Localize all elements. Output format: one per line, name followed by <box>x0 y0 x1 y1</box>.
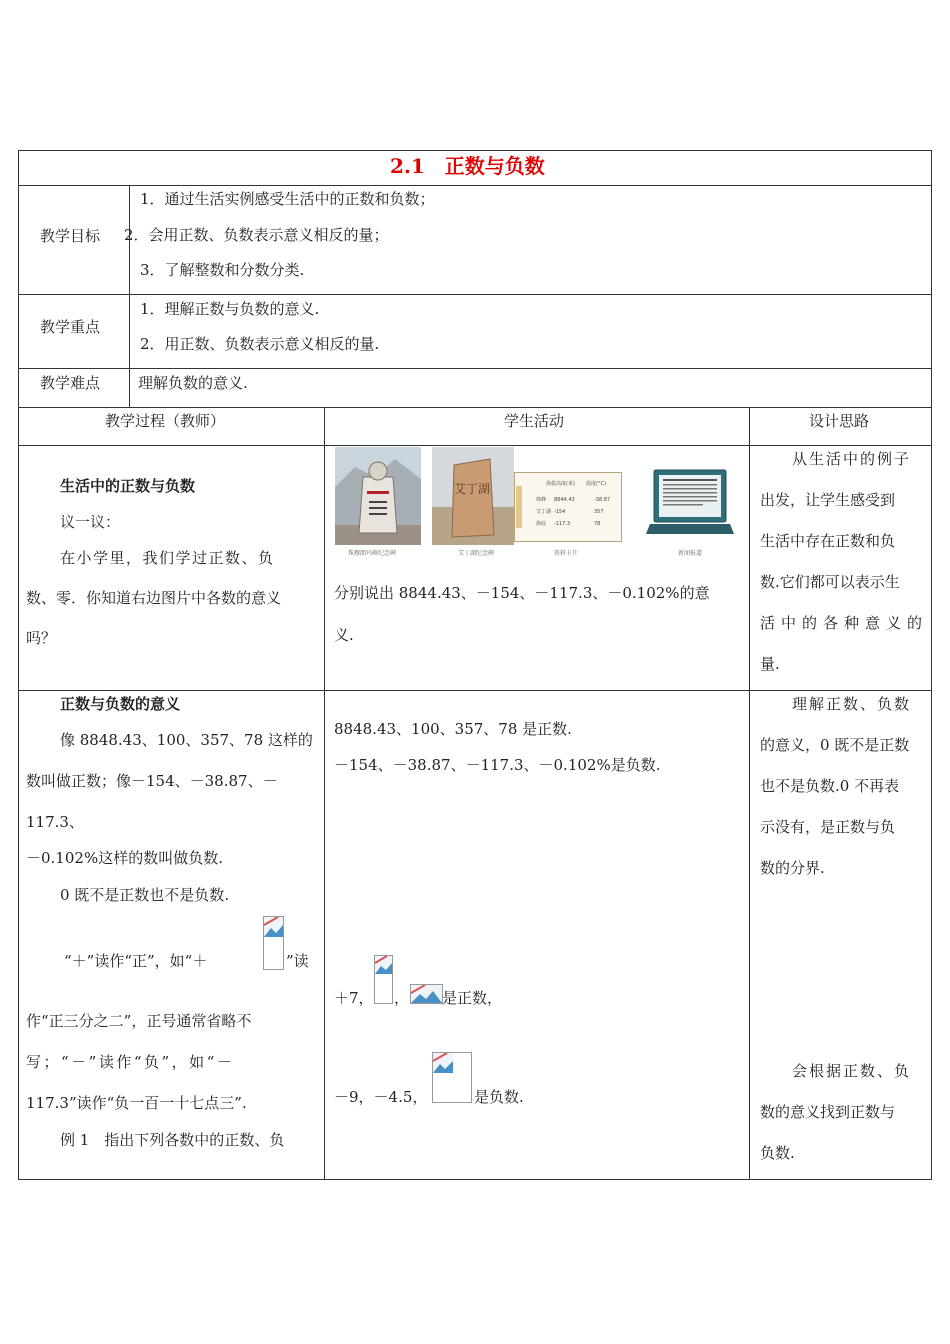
section-heading: 正数与负数的意义 <box>60 695 181 713</box>
monument-text: 艾丁湖 <box>453 482 491 496</box>
table-border-bottom <box>18 1179 932 1180</box>
page-title: 2.1 正数与负数 <box>390 154 545 178</box>
student-text: 8848.43、100、357、78 是正数. <box>334 720 572 738</box>
design-text: 数的意义找到正数与 <box>760 1103 896 1121</box>
key-points-label: 教学重点 <box>40 318 101 336</box>
col-divider <box>749 407 750 1180</box>
col-divider <box>129 185 130 408</box>
col-divider <box>324 407 325 1180</box>
image-placeholder-icon <box>375 956 392 974</box>
fraction-image <box>432 1052 472 1103</box>
reading-text: 作“正三分之二”，正号通常省略不 <box>26 1012 252 1030</box>
objective-item: 2．会用正数、负数表示意义相反的量； <box>124 226 389 244</box>
row-divider <box>18 185 932 186</box>
teacher-text: 吗？ <box>26 629 57 647</box>
card-cell: 357 <box>594 509 604 515</box>
fraction-image <box>410 984 443 1004</box>
card-header: 海拔高度(米) <box>546 481 575 487</box>
objective-item: 1．通过生活实例感受生活中的正数和负数； <box>140 190 435 208</box>
teacher-text: 像 8848.43、100、357、78 这样的 <box>60 731 313 749</box>
lesson-plan-table <box>18 150 932 1180</box>
column-header-design: 设计思路 <box>809 412 870 430</box>
design-text: 出发，让学生感受到 <box>760 491 896 509</box>
student-text: 义. <box>334 626 354 644</box>
data-card <box>514 472 622 542</box>
fraction-image <box>263 916 284 970</box>
design-text: 理解正数、负数 <box>792 695 912 713</box>
table-border-right <box>931 150 932 1180</box>
negative-example-prefix: －9，－4.5， <box>334 1088 428 1106</box>
reading-text: 例 1 指出下列各数中的正数、负 <box>60 1131 285 1149</box>
image-caption: 艾丁湖纪念碑 <box>458 550 495 557</box>
image-caption: 资料卡片 <box>554 550 579 557</box>
design-text: 量. <box>760 655 780 673</box>
key-point-item: 1．理解正数与负数的意义. <box>140 300 320 318</box>
card-header: 温度(°C) <box>586 481 606 487</box>
design-text: 也不是负数.0 不再表 <box>760 777 900 795</box>
design-text: 会根据正数、负 <box>792 1062 912 1080</box>
teacher-text: 数、零．你知道右边图片中各数的意义 <box>26 589 282 607</box>
design-text: 的意义，0 既不是正数 <box>760 736 910 754</box>
row-divider <box>18 445 932 446</box>
design-text: 负数. <box>760 1144 795 1162</box>
row-divider <box>18 368 932 369</box>
positive-example-suffix: 是正数， <box>442 989 503 1007</box>
student-text: －154、－38.87、－117.3、－0.102%是负数. <box>334 756 661 774</box>
row-divider <box>18 294 932 295</box>
section-heading: 生活中的正数与负数 <box>60 477 196 495</box>
design-text: 示没有，是正数与负 <box>760 818 896 836</box>
teacher-text: 0 既不是正数也不是负数. <box>60 886 230 904</box>
fraction-image <box>374 955 393 1004</box>
discuss-label: 议一议： <box>60 513 121 531</box>
objective-item: 3．了解整数和分数分类. <box>140 261 305 279</box>
card-cell: 78 <box>594 521 601 527</box>
objectives-label: 教学目标 <box>40 227 101 245</box>
table-border-left <box>18 150 19 1180</box>
design-text: 活中的各种意义的 <box>760 614 929 632</box>
card-cell: -38.87 <box>594 497 611 503</box>
row-divider <box>18 407 932 408</box>
reading-text: “＋”读作“正”，如“＋ <box>64 952 208 970</box>
news-laptop-image <box>646 468 734 544</box>
card-cell: 艾丁湖 <box>536 509 552 515</box>
image-caption: 新闻报道 <box>678 550 703 557</box>
reading-text: 写；“－”读作“负”，如“－ <box>26 1053 235 1071</box>
image-placeholder-icon <box>433 1053 453 1073</box>
card-cell: -154 <box>554 509 566 515</box>
card-cell: 8844.43 <box>554 497 575 503</box>
difficulty-text: 理解负数的意义. <box>138 374 248 392</box>
reading-text: 117.3”读作“负一百一十七点三”. <box>26 1094 247 1112</box>
positive-example-prefix: ＋7， <box>334 989 374 1007</box>
student-text: 分别说出 8844.43、－154、－117.3、－0.102%的意 <box>334 584 710 602</box>
image-caption: 珠穆朗玛峰纪念碑 <box>348 550 397 557</box>
card-cell: 海底 <box>536 521 547 527</box>
column-header-student: 学生活动 <box>504 412 565 430</box>
teacher-text: －0.102%这样的数叫做负数. <box>26 849 223 867</box>
teacher-text: 在小学里，我们学过正数、负 <box>60 549 275 567</box>
design-text: 数的分界. <box>760 859 825 877</box>
positive-example-sep: ， <box>394 989 410 1007</box>
difficulty-label: 教学难点 <box>40 374 101 392</box>
teacher-text: 数叫做正数；像－154、－38.87、－ <box>26 772 278 790</box>
key-point-item: 2．用正数、负数表示意义相反的量. <box>140 335 380 353</box>
card-cell: 珠峰 <box>536 497 547 503</box>
design-text: 从生活中的例子 <box>792 450 912 468</box>
teacher-text: 117.3、 <box>26 813 84 831</box>
row-divider <box>18 690 932 691</box>
image-placeholder-icon <box>411 985 442 1003</box>
image-placeholder-icon <box>264 917 283 937</box>
design-text: 数.它们都可以表示生 <box>760 573 900 591</box>
reading-text: ”读 <box>286 952 309 970</box>
aiding-lake-monument-photo <box>432 447 514 545</box>
everest-monument-photo <box>335 447 421 545</box>
design-text: 生活中存在正数和负 <box>760 532 896 550</box>
table-border-top <box>18 150 932 151</box>
column-header-teacher: 教学过程（教师） <box>105 412 226 430</box>
card-cell: -117.3 <box>554 521 571 527</box>
negative-example-suffix: 是负数. <box>474 1088 524 1106</box>
